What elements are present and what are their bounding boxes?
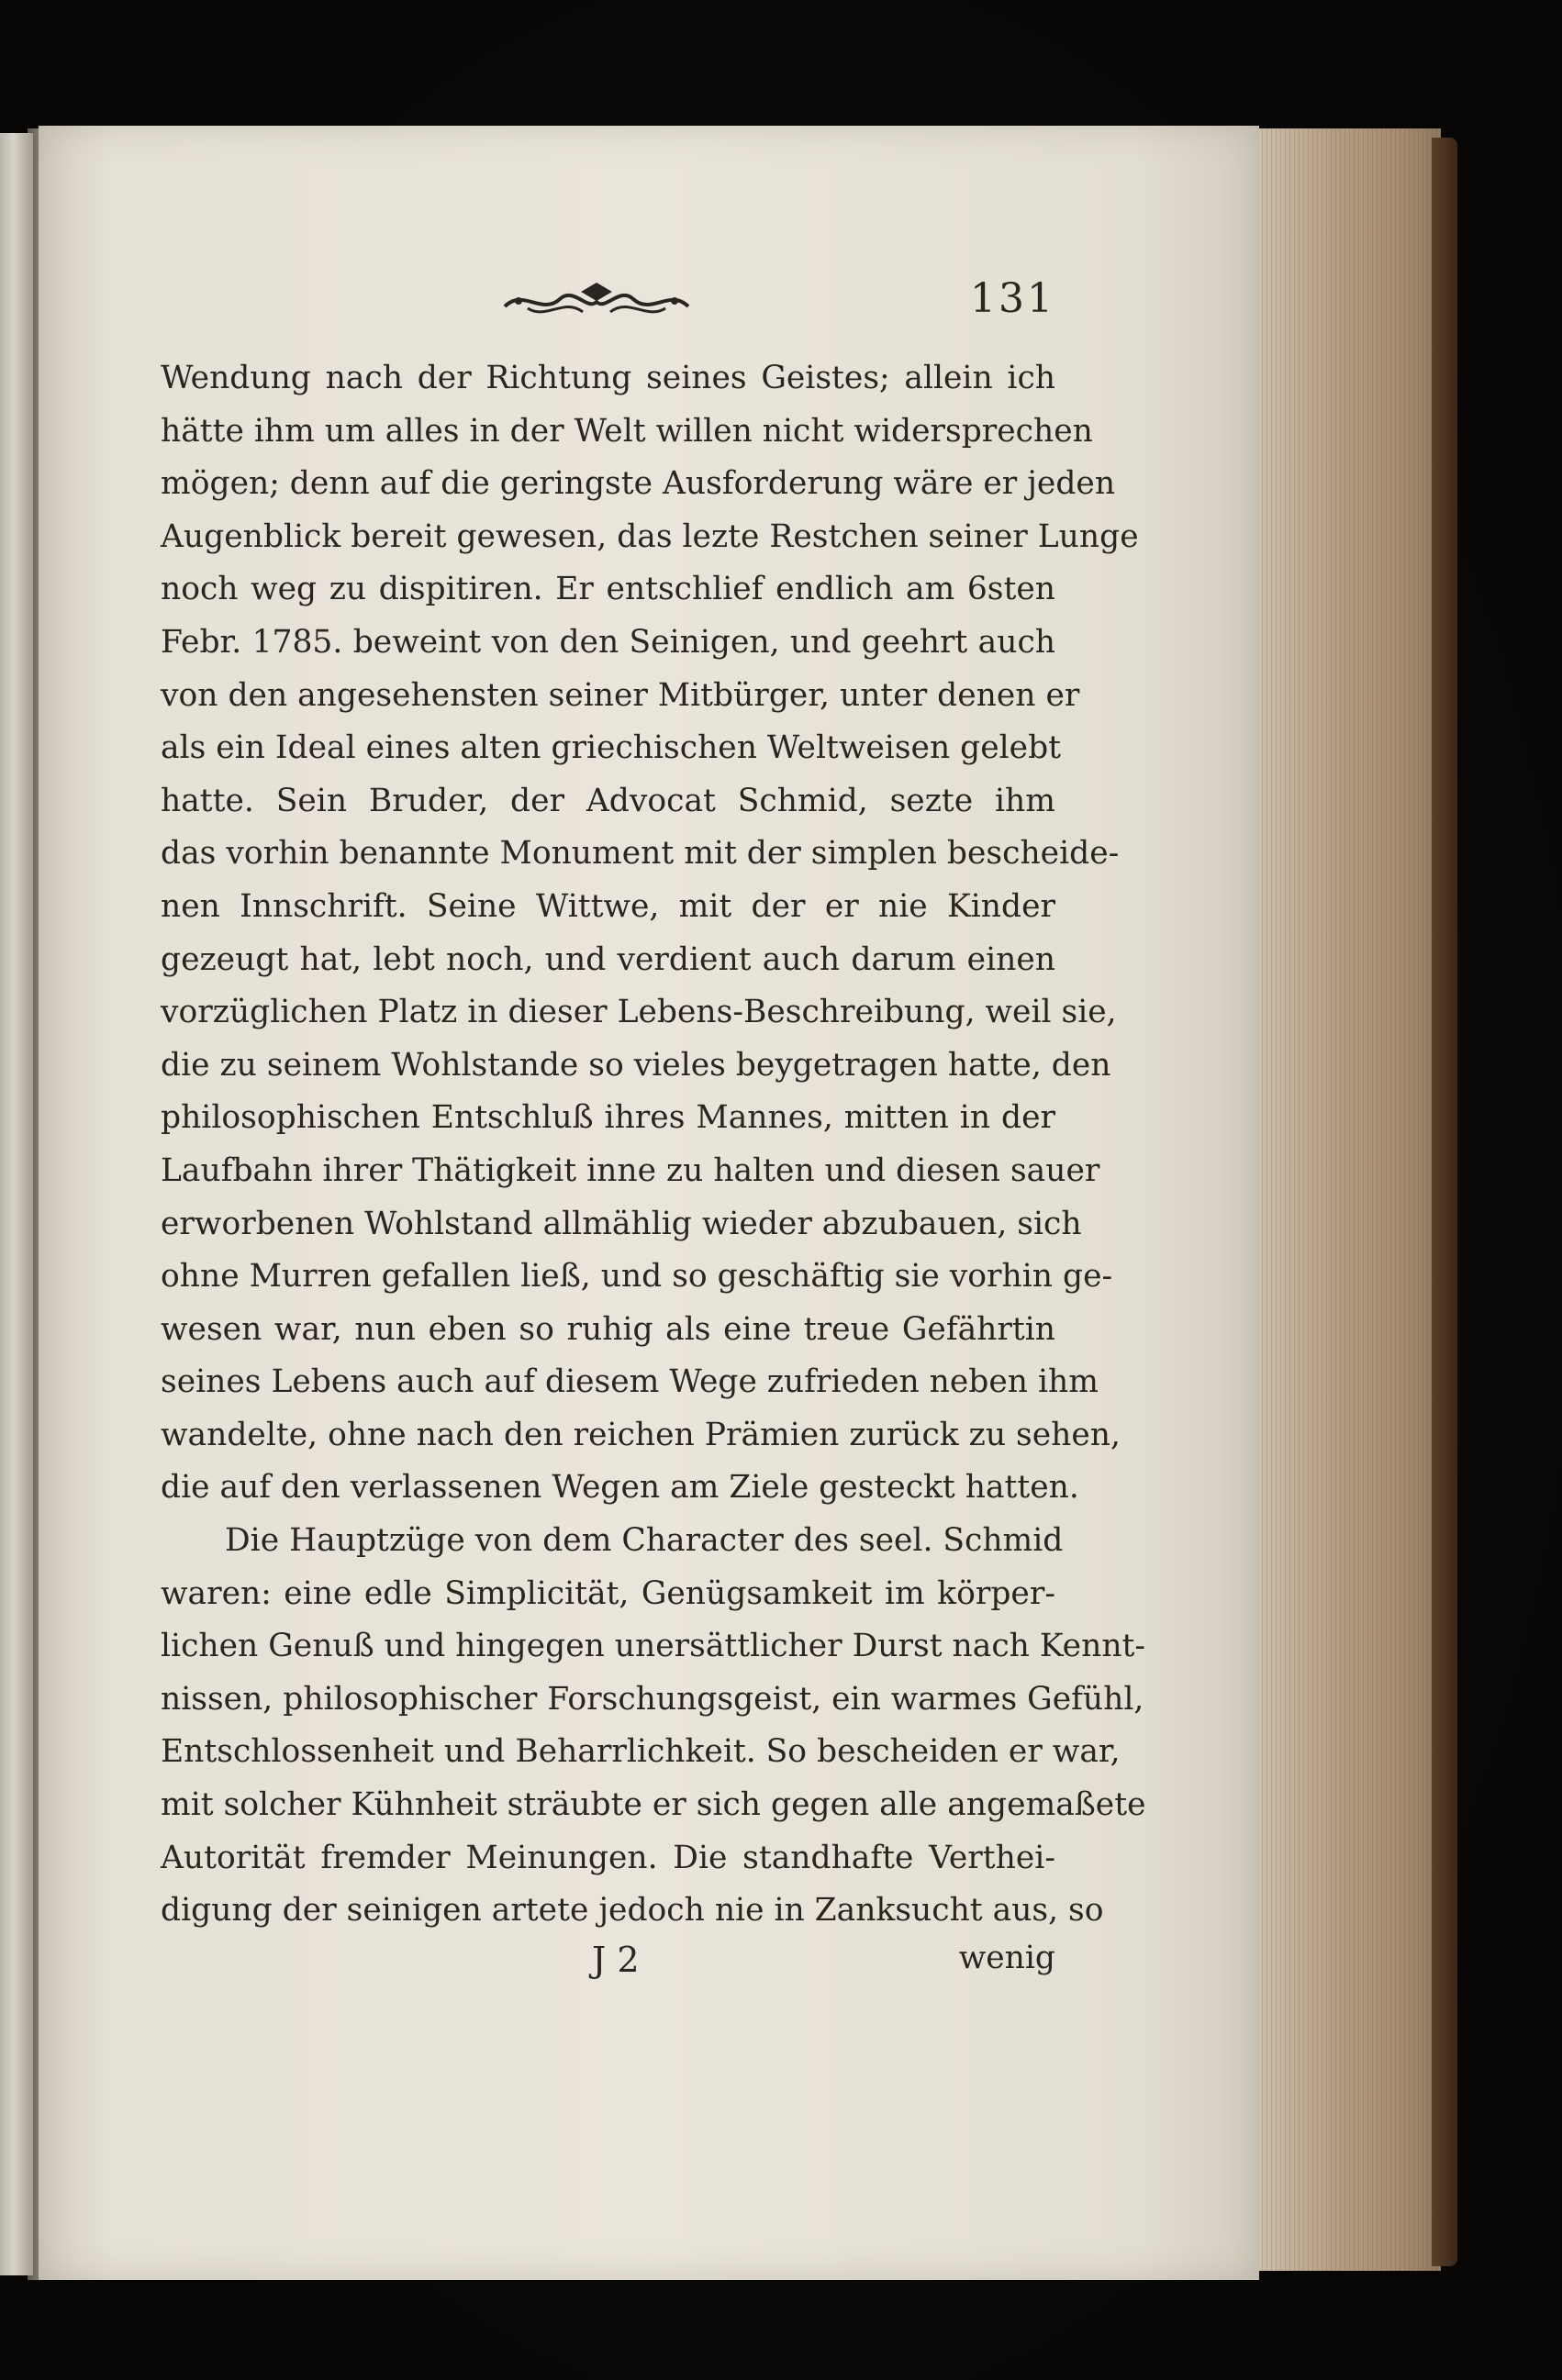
text-line: noch weg zu dispitiren. Er entschlief endlich am 6sten	[161, 571, 1055, 608]
text-line: philosophischen Entschluß ihres Mannes, mitten in der	[161, 1099, 1055, 1137]
text-line: Laufbahn ihrer Thätigkeit inne zu halten und diesen sauer	[161, 1151, 1100, 1189]
text-line: nissen, philosophischer Forschungsgeist, ein warmes Gefühl,	[161, 1680, 1144, 1718]
page-footer	[161, 1940, 1055, 1995]
text-line: hätte ihm um alles in der Welt willen nicht widersprechen	[161, 412, 1093, 450]
text-line: Wendung nach der Richtung seines Geistes; allein ich	[161, 360, 1055, 396]
page-fore-edge	[1257, 128, 1441, 2271]
text-line: wesen war, nun eben so ruhig als eine treue Gefährtin	[161, 1310, 1055, 1348]
page-header	[161, 275, 1055, 339]
text-line: Febr. 1785. beweint von den Seinigen, und geehrt auch	[161, 623, 1055, 661]
text-line: wandelte, ohne nach den reichen Prämien zurück zu sehen,	[161, 1416, 1121, 1453]
text-line: die auf den verlassenen Wegen am Ziele gesteckt hatten.	[161, 1469, 1079, 1507]
catchword: wenig	[958, 1939, 1055, 1976]
text-line: vorzüglichen Platz in dieser Lebens-Beschreibung, weil sie,	[161, 994, 1117, 1031]
text-line: lichen Genuß und hingegen unersättlicher Durst nach Kennt-	[161, 1628, 1146, 1665]
signature-mark: J 2	[592, 1939, 640, 1980]
page-content	[161, 275, 1146, 1995]
body-text	[161, 352, 1146, 1938]
text-line: mögen; denn auf die geringste Ausforderung wäre er jeden	[161, 465, 1116, 503]
text-line: digung der seinigen artete jedoch nie in Zanksucht aus, so	[161, 1892, 1104, 1930]
printers-ornament-icon	[500, 279, 693, 325]
text-line: Die Hauptzüge von dem Character des seel. Schmid	[225, 1522, 1064, 1560]
text-line: Augenblick bereit gewesen, das lezte Restchen seiner Lunge	[161, 517, 1139, 555]
text-line: Entschlossenheit und Beharrlichkeit. So bescheiden er war,	[161, 1733, 1121, 1771]
left-page-edge	[0, 133, 33, 2275]
text-line: Autorität fremder Meinungen. Die standhafte Verthei-	[161, 1839, 1055, 1876]
text-line: waren: eine edle Simplicität, Genügsamkeit im körper-	[161, 1574, 1055, 1612]
text-line: hatte. Sein Bruder, der Advocat Schmid, sezte ihm	[161, 782, 1055, 819]
text-line: die zu seinem Wohlstande so vieles beygetragen hatte, den	[161, 1046, 1111, 1084]
text-line: gezeugt hat, lebt noch, und verdient auch darum einen	[161, 940, 1055, 978]
text-line: das vorhin benannte Monument mit der simplen bescheide-	[161, 835, 1120, 873]
text-line: als ein Ideal eines alten griechischen Weltweisen gelebt	[161, 729, 1062, 767]
text-line: seines Lebens auch auf diesem Wege zufrieden neben ihm	[161, 1363, 1099, 1401]
page-number: 131	[970, 275, 1055, 322]
text-line: mit solcher Kühnheit sträubte er sich gegen alle angemaßete	[161, 1786, 1146, 1824]
text-line: ohne Murren gefallen ließ, und so geschäftig sie vorhin ge-	[161, 1258, 1113, 1296]
book-cover-edge	[1432, 138, 1457, 2266]
text-line: von den angesehensten seiner Mitbürger, unter denen er	[161, 676, 1080, 714]
text-line: nen Innschrift. Seine Wittwe, mit der er nie Kinder	[161, 887, 1055, 925]
text-line: erworbenen Wohlstand allmählig wieder abzubauen, sich	[161, 1205, 1082, 1242]
